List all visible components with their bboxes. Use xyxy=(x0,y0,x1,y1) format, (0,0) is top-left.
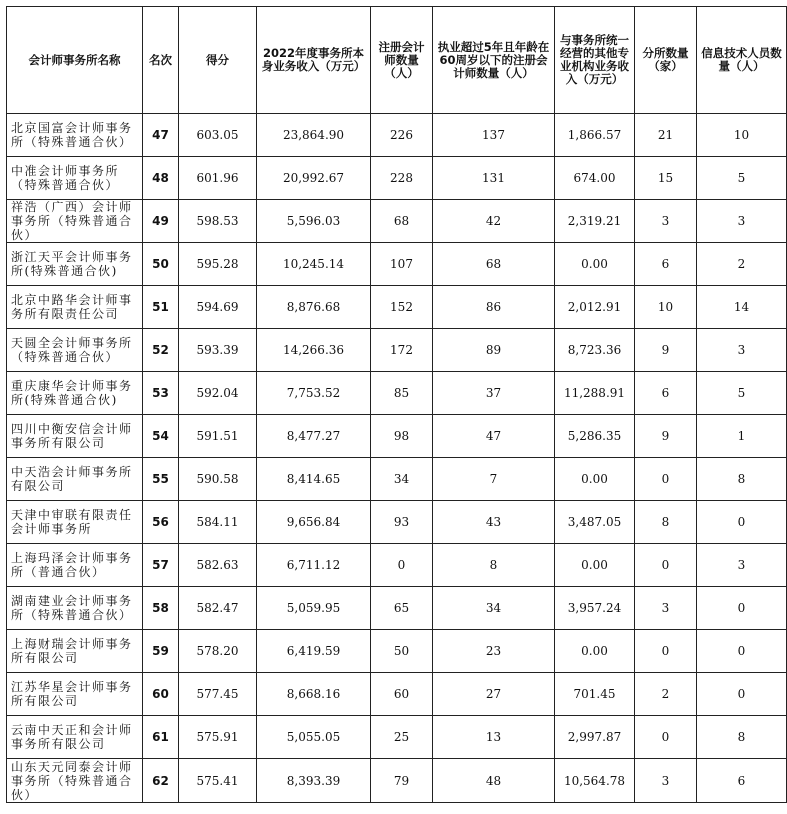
cell-score: 592.04 xyxy=(179,372,257,415)
table-row xyxy=(7,114,787,157)
cell-qualified-cpa-count: 13 xyxy=(433,716,555,759)
cell-score: 595.28 xyxy=(179,243,257,286)
cell-affiliated-revenue: 1,866.57 xyxy=(555,114,635,157)
cell-branch-count: 3 xyxy=(635,587,697,630)
cell-cpa-count: 226 xyxy=(371,114,433,157)
cell-it-staff-count: 3 xyxy=(697,329,787,372)
cell-it-staff-count: 0 xyxy=(697,501,787,544)
cell-branch-count: 0 xyxy=(635,716,697,759)
cell-qualified-cpa-count: 137 xyxy=(433,114,555,157)
cell-it-staff-count: 1 xyxy=(697,415,787,458)
cell-score: 601.96 xyxy=(179,157,257,200)
cell-firm-name: 云南中天正和会计师事务所有限公司 xyxy=(7,716,143,759)
cell-firm-name: 四川中衡安信会计师事务所有限公司 xyxy=(7,415,143,458)
cell-firm-name: 山东天元同泰会计师事务所（特殊普通合伙） xyxy=(7,759,143,803)
cell-it-staff-count: 3 xyxy=(697,544,787,587)
cell-affiliated-revenue: 3,957.24 xyxy=(555,587,635,630)
cell-affiliated-revenue: 8,723.36 xyxy=(555,329,635,372)
cell-branch-count: 0 xyxy=(635,630,697,673)
cell-cpa-count: 25 xyxy=(371,716,433,759)
table-row xyxy=(7,200,787,243)
cell-it-staff-count: 10 xyxy=(697,114,787,157)
cell-it-staff-count: 6 xyxy=(697,759,787,803)
cell-branch-count: 2 xyxy=(635,673,697,716)
cell-it-staff-count: 14 xyxy=(697,286,787,329)
cell-rank: 62 xyxy=(143,759,179,803)
cell-cpa-count: 93 xyxy=(371,501,433,544)
column-header-1: 名次 xyxy=(143,7,179,114)
table-row xyxy=(7,286,787,329)
cell-affiliated-revenue: 2,319.21 xyxy=(555,200,635,243)
cell-it-staff-count: 5 xyxy=(697,372,787,415)
cell-rank: 49 xyxy=(143,200,179,243)
column-header-3: 2022年度事务所本身业务收入（万元） xyxy=(257,7,371,114)
cell-score: 582.63 xyxy=(179,544,257,587)
cell-qualified-cpa-count: 8 xyxy=(433,544,555,587)
column-header-4: 注册会计师数量（人） xyxy=(371,7,433,114)
cell-qualified-cpa-count: 7 xyxy=(433,458,555,501)
column-header-2: 得分 xyxy=(179,7,257,114)
cell-firm-name: 祥浩（广西）会计师事务所（特殊普通合伙） xyxy=(7,200,143,243)
cell-qualified-cpa-count: 37 xyxy=(433,372,555,415)
cell-self-revenue: 14,266.36 xyxy=(257,329,371,372)
cell-it-staff-count: 5 xyxy=(697,157,787,200)
cell-affiliated-revenue: 0.00 xyxy=(555,243,635,286)
cell-rank: 48 xyxy=(143,157,179,200)
cell-affiliated-revenue: 0.00 xyxy=(555,544,635,587)
cell-rank: 58 xyxy=(143,587,179,630)
table-row xyxy=(7,458,787,501)
column-header-8: 信息技术人员数量（人） xyxy=(697,7,787,114)
cell-score: 591.51 xyxy=(179,415,257,458)
cell-affiliated-revenue: 674.00 xyxy=(555,157,635,200)
cell-rank: 54 xyxy=(143,415,179,458)
table-row xyxy=(7,372,787,415)
cell-branch-count: 3 xyxy=(635,759,697,803)
cell-affiliated-revenue: 0.00 xyxy=(555,458,635,501)
cell-affiliated-revenue: 5,286.35 xyxy=(555,415,635,458)
table-body xyxy=(7,114,787,803)
cell-branch-count: 0 xyxy=(635,544,697,587)
ranking-table xyxy=(6,6,787,803)
cell-self-revenue: 8,668.16 xyxy=(257,673,371,716)
cell-firm-name: 天圆全会计师事务所（特殊普通合伙） xyxy=(7,329,143,372)
cell-it-staff-count: 8 xyxy=(697,458,787,501)
cell-rank: 50 xyxy=(143,243,179,286)
cell-affiliated-revenue: 0.00 xyxy=(555,630,635,673)
cell-firm-name: 重庆康华会计师事务所(特殊普通合伙) xyxy=(7,372,143,415)
cell-it-staff-count: 0 xyxy=(697,673,787,716)
cell-rank: 57 xyxy=(143,544,179,587)
cell-qualified-cpa-count: 68 xyxy=(433,243,555,286)
cell-it-staff-count: 8 xyxy=(697,716,787,759)
table-row xyxy=(7,544,787,587)
cell-branch-count: 3 xyxy=(635,200,697,243)
cell-cpa-count: 65 xyxy=(371,587,433,630)
cell-qualified-cpa-count: 43 xyxy=(433,501,555,544)
cell-self-revenue: 8,876.68 xyxy=(257,286,371,329)
cell-cpa-count: 79 xyxy=(371,759,433,803)
cell-cpa-count: 68 xyxy=(371,200,433,243)
cell-cpa-count: 228 xyxy=(371,157,433,200)
cell-affiliated-revenue: 2,012.91 xyxy=(555,286,635,329)
cell-branch-count: 15 xyxy=(635,157,697,200)
cell-affiliated-revenue: 3,487.05 xyxy=(555,501,635,544)
cell-cpa-count: 172 xyxy=(371,329,433,372)
cell-qualified-cpa-count: 131 xyxy=(433,157,555,200)
column-header-5: 执业超过5年且年龄在60周岁以下的注册会计师数量（人） xyxy=(433,7,555,114)
cell-firm-name: 中天浩会计师事务所有限公司 xyxy=(7,458,143,501)
cell-qualified-cpa-count: 23 xyxy=(433,630,555,673)
cell-affiliated-revenue: 10,564.78 xyxy=(555,759,635,803)
cell-qualified-cpa-count: 27 xyxy=(433,673,555,716)
table-row xyxy=(7,673,787,716)
cell-cpa-count: 0 xyxy=(371,544,433,587)
table-row xyxy=(7,759,787,803)
cell-self-revenue: 5,055.05 xyxy=(257,716,371,759)
header-row xyxy=(7,7,787,114)
cell-rank: 61 xyxy=(143,716,179,759)
cell-score: 582.47 xyxy=(179,587,257,630)
cell-rank: 53 xyxy=(143,372,179,415)
cell-affiliated-revenue: 701.45 xyxy=(555,673,635,716)
cell-score: 593.39 xyxy=(179,329,257,372)
cell-firm-name: 北京国富会计师事务所（特殊普通合伙） xyxy=(7,114,143,157)
cell-score: 590.58 xyxy=(179,458,257,501)
cell-rank: 51 xyxy=(143,286,179,329)
cell-self-revenue: 9,656.84 xyxy=(257,501,371,544)
cell-self-revenue: 7,753.52 xyxy=(257,372,371,415)
table-row xyxy=(7,415,787,458)
table-row xyxy=(7,587,787,630)
cell-cpa-count: 34 xyxy=(371,458,433,501)
table-row xyxy=(7,716,787,759)
cell-it-staff-count: 0 xyxy=(697,587,787,630)
cell-cpa-count: 85 xyxy=(371,372,433,415)
cell-rank: 52 xyxy=(143,329,179,372)
cell-affiliated-revenue: 11,288.91 xyxy=(555,372,635,415)
cell-cpa-count: 152 xyxy=(371,286,433,329)
cell-qualified-cpa-count: 42 xyxy=(433,200,555,243)
cell-rank: 47 xyxy=(143,114,179,157)
cell-score: 598.53 xyxy=(179,200,257,243)
table-row xyxy=(7,630,787,673)
cell-it-staff-count: 3 xyxy=(697,200,787,243)
cell-score: 577.45 xyxy=(179,673,257,716)
table-row xyxy=(7,329,787,372)
cell-self-revenue: 5,596.03 xyxy=(257,200,371,243)
cell-firm-name: 江苏华星会计师事务所有限公司 xyxy=(7,673,143,716)
cell-score: 578.20 xyxy=(179,630,257,673)
cell-branch-count: 9 xyxy=(635,415,697,458)
cell-qualified-cpa-count: 48 xyxy=(433,759,555,803)
cell-rank: 56 xyxy=(143,501,179,544)
cell-rank: 60 xyxy=(143,673,179,716)
cell-rank: 59 xyxy=(143,630,179,673)
cell-branch-count: 21 xyxy=(635,114,697,157)
column-header-6: 与事务所统一经营的其他专业机构业务收入（万元） xyxy=(555,7,635,114)
cell-self-revenue: 6,419.59 xyxy=(257,630,371,673)
cell-self-revenue: 8,393.39 xyxy=(257,759,371,803)
cell-self-revenue: 23,864.90 xyxy=(257,114,371,157)
cell-firm-name: 湖南建业会计师事务所（特殊普通合伙） xyxy=(7,587,143,630)
cell-qualified-cpa-count: 47 xyxy=(433,415,555,458)
table-row xyxy=(7,243,787,286)
cell-affiliated-revenue: 2,997.87 xyxy=(555,716,635,759)
table-row xyxy=(7,501,787,544)
cell-cpa-count: 60 xyxy=(371,673,433,716)
cell-score: 575.41 xyxy=(179,759,257,803)
cell-branch-count: 0 xyxy=(635,458,697,501)
cell-it-staff-count: 0 xyxy=(697,630,787,673)
cell-score: 594.69 xyxy=(179,286,257,329)
cell-branch-count: 9 xyxy=(635,329,697,372)
cell-score: 584.11 xyxy=(179,501,257,544)
cell-firm-name: 浙江天平会计师事务所(特殊普通合伙) xyxy=(7,243,143,286)
table-row xyxy=(7,157,787,200)
cell-rank: 55 xyxy=(143,458,179,501)
cell-firm-name: 上海玛泽会计师事务所（普通合伙） xyxy=(7,544,143,587)
cell-qualified-cpa-count: 89 xyxy=(433,329,555,372)
cell-branch-count: 10 xyxy=(635,286,697,329)
cell-firm-name: 上海财瑞会计师事务所有限公司 xyxy=(7,630,143,673)
cell-qualified-cpa-count: 86 xyxy=(433,286,555,329)
cell-self-revenue: 6,711.12 xyxy=(257,544,371,587)
cell-cpa-count: 98 xyxy=(371,415,433,458)
column-header-7: 分所数量（家） xyxy=(635,7,697,114)
cell-firm-name: 北京中路华会计师事务所有限责任公司 xyxy=(7,286,143,329)
cell-qualified-cpa-count: 34 xyxy=(433,587,555,630)
cell-score: 603.05 xyxy=(179,114,257,157)
cell-self-revenue: 8,414.65 xyxy=(257,458,371,501)
cell-self-revenue: 5,059.95 xyxy=(257,587,371,630)
cell-score: 575.91 xyxy=(179,716,257,759)
cell-firm-name: 中准会计师事务所（特殊普通合伙） xyxy=(7,157,143,200)
cell-cpa-count: 107 xyxy=(371,243,433,286)
cell-self-revenue: 10,245.14 xyxy=(257,243,371,286)
cell-branch-count: 8 xyxy=(635,501,697,544)
cell-cpa-count: 50 xyxy=(371,630,433,673)
cell-branch-count: 6 xyxy=(635,243,697,286)
cell-branch-count: 6 xyxy=(635,372,697,415)
cell-firm-name: 天津中审联有限责任会计师事务所 xyxy=(7,501,143,544)
column-header-0: 会计师事务所名称 xyxy=(7,7,143,114)
table-header xyxy=(7,7,787,114)
cell-it-staff-count: 2 xyxy=(697,243,787,286)
cell-self-revenue: 20,992.67 xyxy=(257,157,371,200)
cell-self-revenue: 8,477.27 xyxy=(257,415,371,458)
